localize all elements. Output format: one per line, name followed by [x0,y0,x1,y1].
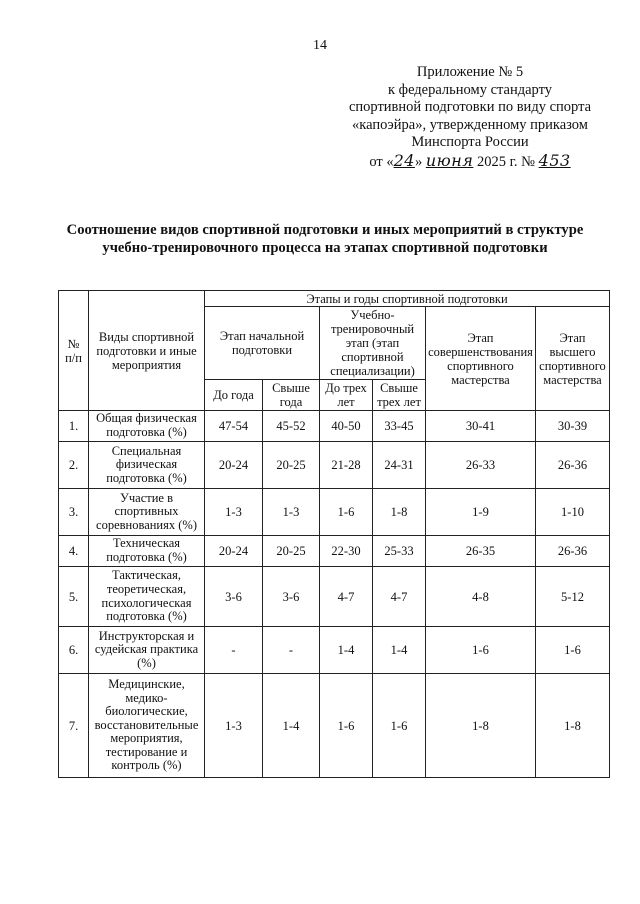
order-month-handwritten: июня [425,150,474,170]
cell-value: 4-8 [426,567,536,627]
ratio-table [58,290,610,778]
cell-value: 3-6 [205,567,263,627]
cell-value: 21-28 [320,442,373,489]
cell-value: - [263,627,320,674]
table-row [59,567,610,627]
row-kind: Общая физическая подготовка (%) [89,411,205,442]
cell-value: 40-50 [320,411,373,442]
cell-value: 47-54 [205,411,263,442]
cell-value: 45-52 [263,411,320,442]
cell-value: 26-36 [536,442,610,489]
order-date-line [340,152,600,172]
cell-value: 20-25 [263,442,320,489]
cell-value: 1-6 [536,627,610,674]
header-initial-stage: Этап начальной подготовки [205,307,320,380]
table-row [59,411,610,442]
annex-line: к федеральному стандарту [388,81,552,98]
cell-value: 1-9 [426,489,536,536]
cell-value: 25-33 [373,536,426,567]
table-row [59,536,610,567]
annex-line: Приложение № 5 [416,64,524,80]
cell-value: 26-35 [426,536,536,567]
cell-value: 1-4 [373,627,426,674]
cell-value: 1-6 [426,627,536,674]
header-stages: Этапы и годы спортивной подготовки [205,291,610,307]
cell-value: 1-3 [205,674,263,778]
cell-value: 1-8 [426,674,536,778]
row-number: 1. [59,411,89,442]
order-prefix: от « [369,153,394,170]
annex-block [340,64,600,172]
cell-value: 26-36 [536,536,610,567]
row-number: 2. [59,442,89,489]
cell-value: 1-3 [263,489,320,536]
row-kind: Тактическая, теоретическая, психологическая подготовка (%) [89,567,205,627]
cell-value: 4-7 [320,567,373,627]
header-improvement-stage: Этап совершенствования спортивного мастерства [426,307,536,411]
cell-value: - [205,627,263,674]
header-kind: Виды спортивной подготовки и иные мероприятия [89,291,205,411]
header-training-sub1: До трех лет [320,380,373,411]
row-number: 3. [59,489,89,536]
row-kind: Техническая подготовка (%) [89,536,205,567]
table-row [59,489,610,536]
document-title [40,221,610,257]
cell-value: 1-4 [320,627,373,674]
title-line-2: учебно-тренировочного процесса на этапах спортивной подготовки [102,240,548,256]
header-higher-stage: Этап высшего спортивного мастерства [536,307,610,411]
cell-value: 1-8 [536,674,610,778]
cell-value: 20-24 [205,442,263,489]
row-kind: Специальная физическая подготовка (%) [89,442,205,489]
order-day-handwritten: 24 [393,150,415,170]
table-row [59,442,610,489]
row-number: 5. [59,567,89,627]
order-mid: » [414,153,423,170]
table-row [59,674,610,778]
cell-value: 3-6 [263,567,320,627]
cell-value: 1-4 [263,674,320,778]
page-number: 14 [313,38,327,53]
annex-line: спортивной подготовки по виду спорта [348,99,592,116]
cell-value: 4-7 [373,567,426,627]
row-kind: Инструкторская и судейская практика (%) [89,627,205,674]
row-kind: Участие в спортивных соревнованиях (%) [89,489,205,536]
cell-value: 1-6 [320,674,373,778]
cell-value: 20-24 [205,536,263,567]
cell-value: 5-12 [536,567,610,627]
annex-line: «капоэйра», утвержденному приказом [352,116,588,133]
row-number: 6. [59,627,89,674]
cell-value: 30-39 [536,411,610,442]
cell-value: 22-30 [320,536,373,567]
cell-value: 26-33 [426,442,536,489]
header-num: № п/п [59,291,89,411]
row-kind: Медицинские, медико-биологические, восстановительные мероприятия, тестирование и контроль (%) [89,674,205,778]
cell-value: 1-8 [373,489,426,536]
header-initial-sub1: До года [205,380,263,411]
table-row [59,627,610,674]
cell-value: 1-10 [536,489,610,536]
cell-value: 1-3 [205,489,263,536]
title-line-1: Соотношение видов спортивной подготовки и иных мероприятий в структуре [66,222,584,238]
header-training-stage: Учебно-тренировочный этап (этап спортивной специализации) [320,307,426,380]
cell-value: 30-41 [426,411,536,442]
row-number: 4. [59,536,89,567]
row-number: 7. [59,674,89,778]
cell-value: 24-31 [373,442,426,489]
header-initial-sub2: Свыше года [263,380,320,411]
order-year: 2025 г. № [476,153,536,170]
cell-value: 33-45 [373,411,426,442]
cell-value: 1-6 [320,489,373,536]
cell-value: 1-6 [373,674,426,778]
annex-line: Минспорта России [411,134,529,151]
cell-value: 20-25 [263,536,320,567]
order-number-handwritten: 453 [538,150,571,170]
header-training-sub2: Свыше трех лет [373,380,426,411]
